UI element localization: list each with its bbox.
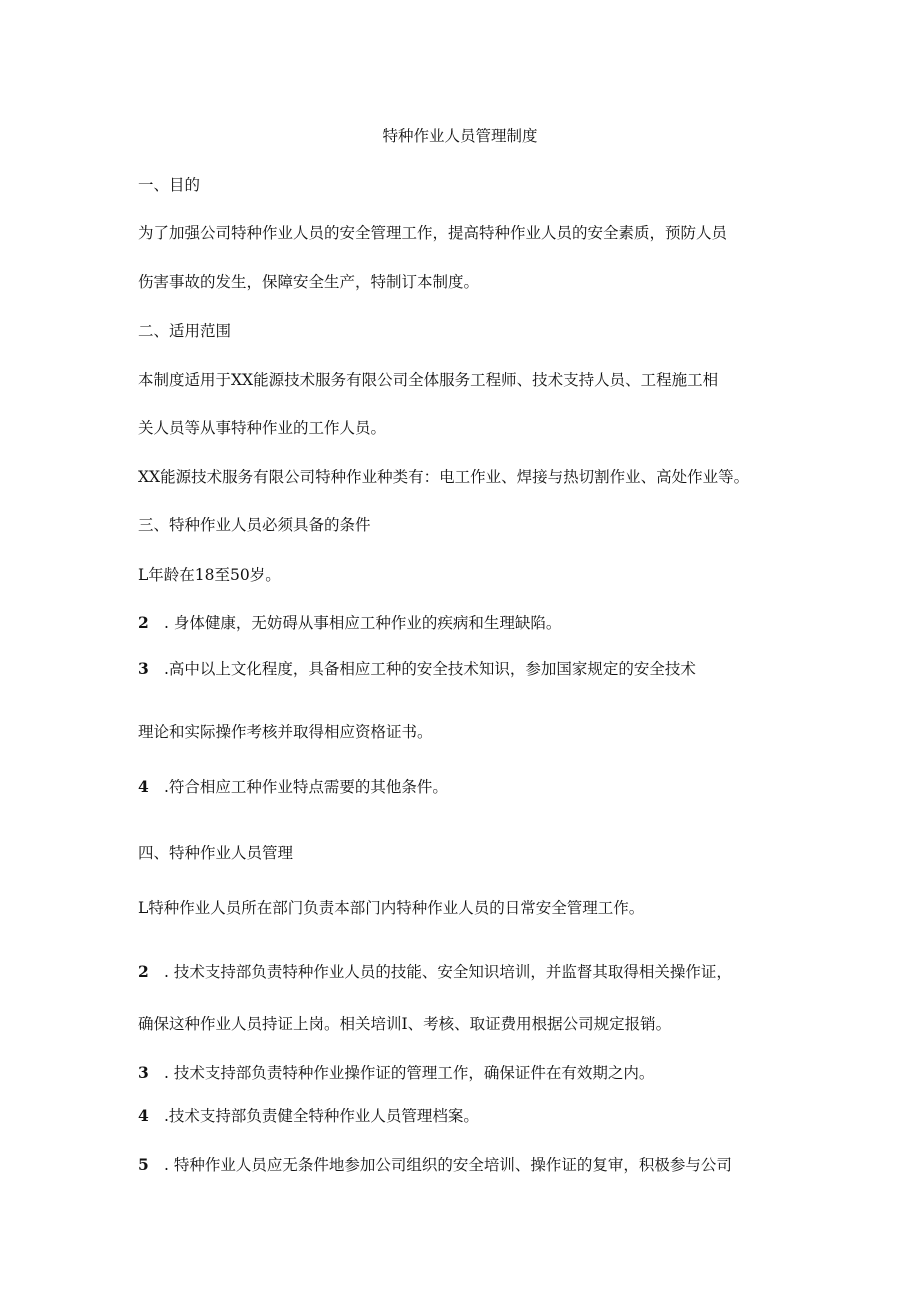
item-number: 4	[138, 1106, 149, 1125]
item-text: . 技术支持部负责特种作业操作证的管理工作，确保证件在有效期之内。	[164, 1064, 655, 1082]
section-4-item-2	[138, 962, 732, 982]
section-4-heading: 四、特种作业人员管理	[138, 844, 294, 862]
page-title: 特种作业人员管理制度	[382, 127, 538, 145]
section-1-paragraph-line-1: 为了加强公司特种作业人员的安全管理工作，提高特种作业人员的安全素质，预防人员	[138, 224, 728, 242]
section-2-heading: 二、适用范围	[138, 322, 232, 340]
item-text: . 身体健康，无妨碍从事相应工种作业的疾病和生理缺陷。	[164, 614, 562, 632]
section-4-item-4	[138, 1106, 479, 1126]
section-3-item-3-continued: 理论和实际操作考核并取得相应资格证书。	[138, 723, 433, 741]
item-number: 2	[138, 613, 149, 632]
item-text: .符合相应工种作业特点需要的其他条件。	[164, 778, 448, 796]
section-3-item-4	[138, 777, 448, 797]
item-number: 3	[138, 1063, 149, 1082]
section-3-heading: 三、特种作业人员必须具备的条件	[138, 516, 371, 534]
item-text: .技术支持部负责健全特种作业人员管理档案。	[164, 1107, 479, 1125]
section-2-paragraph-line-1: 本制度适用于XX能源技术服务有限公司全体服务工程师、技术支持人员、工程施工相	[138, 371, 719, 389]
item-text: .高中以上文化程度，具备相应工种的安全技术知识，参加国家规定的安全技术	[164, 660, 696, 678]
item-number: 3	[138, 659, 149, 678]
item-text: . 特种作业人员应无条件地参加公司组织的安全培训、操作证的复审，积极参与公司	[164, 1156, 732, 1174]
item-number: 4	[138, 777, 149, 796]
section-3-item-3	[138, 659, 696, 679]
section-4-item-5	[138, 1155, 732, 1175]
item-text: . 技术支持部负责特种作业人员的技能、安全知识培训，并监督其取得相关操作证，	[164, 963, 732, 981]
section-1-heading: 一、目的	[138, 176, 201, 194]
item-number: 5	[138, 1155, 149, 1174]
section-3-item-2	[138, 613, 561, 633]
section-4-item-1: L特种作业人员所在部门负责本部门内特种作业人员的日常安全管理工作。	[138, 899, 645, 917]
section-2-paragraph-line-3: XX能源技术服务有限公司特种作业种类有：电工作业、焊接与热切割作业、高处作业等。	[138, 468, 750, 486]
section-3-item-1: L年龄在18至50岁。	[138, 566, 281, 584]
section-2-paragraph-line-2: 关人员等从事特种作业的工作人员。	[138, 419, 387, 437]
section-4-item-2-continued: 确保这种作业人员持证上岗。相关培训I、考核、取证费用根据公司规定报销。	[138, 1015, 672, 1033]
section-1-paragraph-line-2: 伤害事故的发生，保障安全生产，特制订本制度。	[138, 273, 480, 291]
item-number: 2	[138, 962, 149, 981]
section-4-item-3	[138, 1063, 654, 1083]
